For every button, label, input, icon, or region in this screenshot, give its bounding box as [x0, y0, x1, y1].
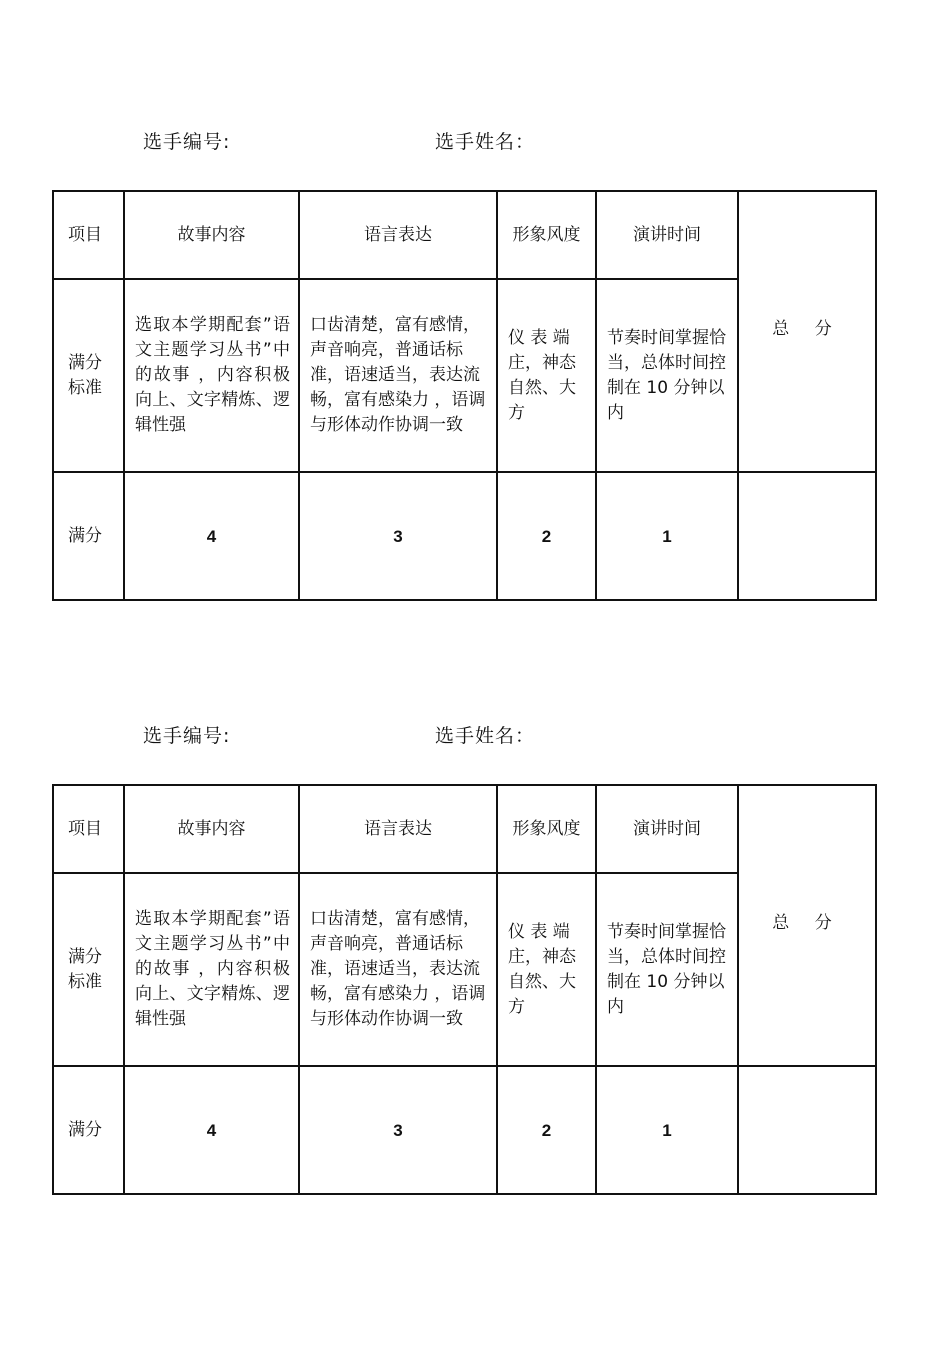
header-row — [53, 785, 876, 873]
total-score-cell[interactable] — [738, 472, 876, 600]
player-name-label: 选手姓名： — [435, 131, 536, 153]
standard-label — [53, 279, 124, 472]
header-language-expression: 语言表达 — [299, 785, 497, 873]
criteria-story-content: 选取本学期配套”语文主题学习丛书”中的故事 ，内容积极向上、文字精炼、逻辑性强 — [124, 873, 299, 1066]
score-demeanor: 2 — [497, 1066, 596, 1194]
criteria-speech-time: 节奏时间掌握恰当，总体时间控制在 10 分钟以内 — [596, 279, 738, 472]
criteria-demeanor: 仪 表 端 庄，神态自然、大方 — [497, 873, 596, 1066]
total-score-cell[interactable] — [738, 1066, 876, 1194]
score-label: 满分 — [53, 472, 124, 600]
header-demeanor: 形象风度 — [497, 785, 596, 873]
header-speech-time: 演讲时间 — [596, 785, 738, 873]
criteria-story-content: 选取本学期配套”语文主题学习丛书”中的故事 ，内容积极向上、文字精炼、逻辑性强 — [124, 279, 299, 472]
score-story-content: 4 — [124, 1066, 299, 1194]
header-item: 项目 — [53, 785, 124, 873]
criteria-speech-time: 节奏时间掌握恰当，总体时间控制在 10 分钟以内 — [596, 873, 738, 1066]
header-language-expression: 语言表达 — [299, 191, 497, 279]
header-demeanor: 形象风度 — [497, 191, 596, 279]
score-speech-time: 1 — [596, 472, 738, 600]
player-number-label: 选手编号: — [143, 131, 231, 153]
score-language-expression: 3 — [299, 472, 497, 600]
score-language-expression: 3 — [299, 1066, 497, 1194]
criteria-language-expression: 口齿清楚，富有感情，声音响亮，普通话标准，语速适当，表达流畅，富有感染力 ，语调与形体动作协调一致 — [299, 279, 497, 472]
score-label: 满分 — [53, 1066, 124, 1194]
score-demeanor: 2 — [497, 472, 596, 600]
standard-label-text: 满分标准 — [68, 946, 102, 992]
player-name-label: 选手姓名： — [435, 725, 536, 747]
criteria-language-expression: 口齿清楚，富有感情，声音响亮，普通话标准，语速适当，表达流畅，富有感染力 ，语调与形体动作协调一致 — [299, 873, 497, 1066]
header-speech-time: 演讲时间 — [596, 191, 738, 279]
total-score-header — [738, 191, 876, 472]
score-row — [53, 1066, 876, 1194]
header-story-content: 故事内容 — [124, 191, 299, 279]
score-table — [52, 784, 877, 1195]
score-story-content: 4 — [124, 472, 299, 600]
criteria-demeanor: 仪 表 端 庄，神态自然、大方 — [497, 279, 596, 472]
standard-label — [53, 873, 124, 1066]
score-table — [52, 190, 877, 601]
header-row — [53, 191, 876, 279]
total-score-label: 总 分 — [772, 913, 842, 933]
total-score-label: 总 分 — [772, 319, 842, 339]
header-story-content: 故事内容 — [124, 785, 299, 873]
player-number-label: 选手编号: — [143, 725, 231, 747]
standard-label-text: 满分标准 — [68, 352, 102, 398]
total-score-header — [738, 785, 876, 1066]
score-speech-time: 1 — [596, 1066, 738, 1194]
score-row — [53, 472, 876, 600]
header-item: 项目 — [53, 191, 124, 279]
